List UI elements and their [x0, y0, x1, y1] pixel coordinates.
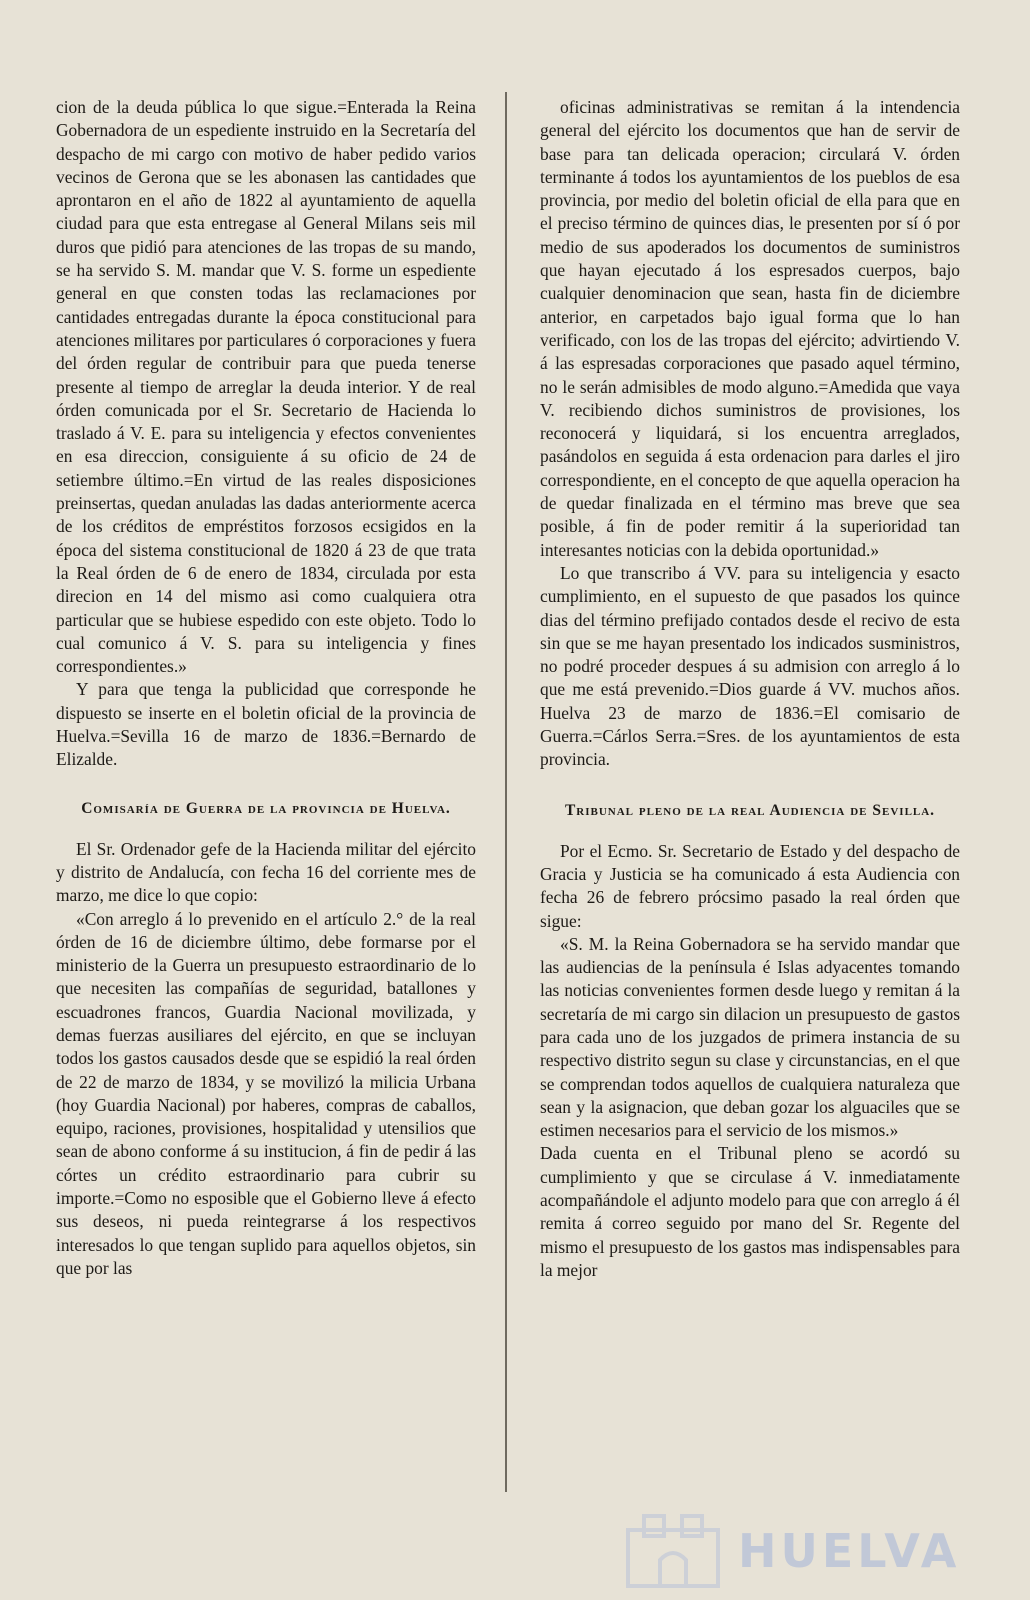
paragraph: «S. M. la Reina Gobernadora se ha servido mandar que las audiencias de la península é Islas adyacentes tomando las noticias convenientes formen desde luego y remitan á la secretaría de mi cargo sin dilacion un presupuesto de gastos para cada uno de los juzgados de primera instancia de su respectivo distrito segun su clase y circunstancias, en el que se comprendan todos aquellos de cualquiera naturaleza que sean y la asignacion, que deban gozar los alguaciles que se estimen necesarios para el servicio de los mismos.» — [540, 933, 960, 1141]
right-column — [540, 96, 960, 1282]
archive-watermark — [620, 1510, 960, 1590]
paragraph: «Con arreglo á lo prevenido en el artículo 2.° de la real órden de 16 de diciembre último, debe formarse por el ministerio de la Guerra un presupuesto estraordinario de lo que necesiten las compañías de seguridad, batallones y escuadrones francos, Guardia Nacional movilizada, y demas fuerzas ausiliares del ejército, en que se incluyan todos los gastos causados desde que se espidió la real órden de 22 de marzo de 1834, y se movilizó la milicia Urbana (hoy Guardia Nacional) por haberes, compras de caballos, equipo, raciones, provisiones, hospitalidad y utensilios que sean de abono conforme á su institucion, á fin de pedir á las córtes un crédito estraordinario para cubrir su importe.=Como no esposible que el Gobierno lleve á efecto sus deseos, ni pueda reintegrarse á los respectivos interesados lo que tengan suplido para aquellos objetos, sin que por las — [56, 908, 476, 1278]
paragraph: Lo que transcribo á VV. para su inteligencia y esacto cumplimiento, en el supuesto de que pasados los quince dias del término prefijado contados desde el recivo de esta sin que se me hayan presentado los indicados susministros, no podré proceder despues á su admision con arreglo á lo que me está prevenido.=Dios guarde á VV. muchos años. Huelva 23 de marzo de 1836.=El comisario de Guerra.=Cárlos Serra.=Sres. de los ayuntamientos de esta provincia. — [540, 562, 960, 770]
section-heading: Comisaría de Guerra de la provincia de Huelva. — [81, 799, 451, 817]
paragraph: Y para que tenga la publicidad que corresponde he dispuesto se inserte en el boletin oficial de la provincia de Huelva.=Sevilla 16 de marzo de 1836.=Bernardo de Elizalde. — [56, 679, 476, 770]
paragraph: cion de la deuda pública lo que sigue.=Enterada la Reina Gobernadora de un espediente instruido en la Secretaría del despacho de mi cargo con motivo de haber pedido varios vecinos de Gerona que se les abonasen las cantidades que aprontaron en el año de 1822 al ayuntamiento de aquella ciudad para que esta entregase al General Milans seis mil duros que pidió para atenciones de las tropas de su mando, se ha servido S. M. mandar que V. S. forme un espediente general en que consten todas las reclamaciones por cantidades entregadas durante la época constitucional para atenciones militares por particulares ó corporaciones y fuera del órden regular de contribuir para que pueda tenerse presente al tiempo de arreglar la deuda interior. Y de real órden comunicada por el Sr. Secretario de Hacienda lo traslado á V. E. para su inteligencia y efectos convenientes en esa direccion, consiguiente á su oficio de 24 de setiembre último.=En virtud de las reales disposiciones preinsertas, quedan anuladas las dadas anteriormente acerca de los créditos de empréstitos forzosos ecsigidos en la época del sistema constitucional de 1820 á 23 de que trata la Real órden de 6 de enero de 1834, circulada por esta direcion en 14 del mismo asi como cualquiera otra particular que se hubiese espedido con este objeto. Todo lo cual comunico á V. S. para su inteligencia y fines correspondientes.» — [56, 97, 476, 677]
paragraph: El Sr. Ordenador gefe de la Hacienda militar del ejército y distrito de Andalucía, con fecha 16 del corriente mes de marzo, me dice lo que copio: — [56, 838, 476, 906]
paragraph: Por el Ecmo. Sr. Secretario de Estado y del despacho de Gracia y Justicia se ha comunicado á esta Audiencia con fecha 26 de febrero prócsimo pasado la real órden que sigue: — [540, 840, 960, 931]
archive-logo-icon — [620, 1510, 730, 1590]
left-column — [56, 96, 476, 1280]
watermark-text: HUELVA — [738, 1524, 961, 1578]
paragraph: oficinas administrativas se remitan á la intendencia general del ejército los documentos que han de servir de base para tan delicada operacion; circulará V. órden terminante á todos los ayuntamientos de los pueblos de esa provincia, por medio del boletin oficial de ella para que en el preciso término de quinces dias, le presenten por sí ó por medio de sus apoderados los documentos de suministros que hayan ejecutado á los espresados cuerpos, bajo cualquier denominacion que sean, hasta fin de diciembre anterior, en carpetados bajo igual forma que lo han verificado, con los de las tropas del ejército; advirtiendo V. á las espresadas corporaciones que pasado aquel término, no le serán admisibles de modo alguno.=Amedida que vaya V. recibiendo dichos suministros de provisiones, los reconocerá y liquidará, si los encuentra arreglados, pasándolos en seguida á esta ordenacion para darles el jiro correspondiente, en el concepto de que aquella operacion ha de quedar finalizada en el término mas breve que sea posible, á fin de poder remitir á la superioridad tan interesantes noticias con la debida oportunidad.» — [540, 97, 960, 560]
column-divider — [505, 92, 507, 1492]
paragraph: Dada cuenta en el Tribunal pleno se acordó su cumplimiento y que se circulase á V. inmediatamente acompañándole el adjunto modelo para que con arreglo á él remita á correo seguido por mano del Sr. Regente del mismo el presupuesto de los gastos mas indispensables para la mejor — [540, 1143, 960, 1280]
section-heading: Tribunal pleno de la real Audiencia de Sevilla. — [564, 801, 936, 819]
